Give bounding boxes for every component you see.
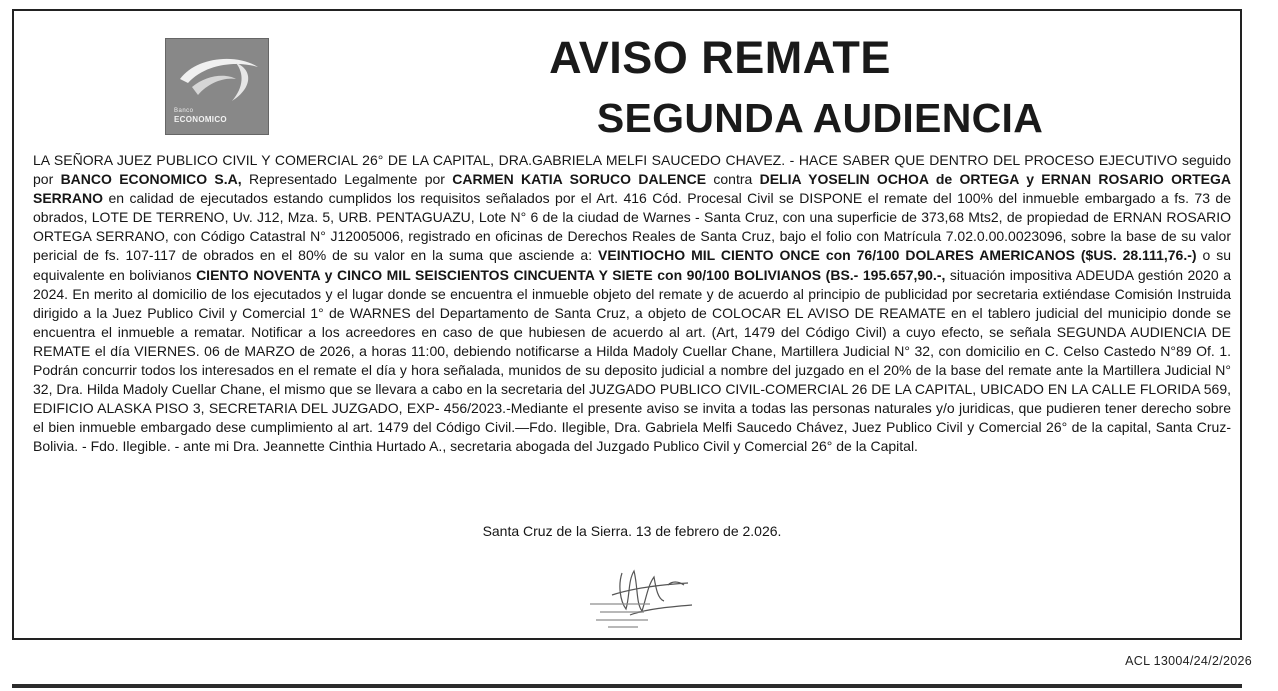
defendants-names: DELIA YOSELIN OCHOA de ORTEGA y ERNAN ROSARIO ORTEGA SERRANO bbox=[33, 171, 1231, 207]
body-text-5: o su equivalente en bolivianos bbox=[33, 247, 1232, 283]
notice-title: AVISO REMATE bbox=[549, 32, 891, 83]
amount-usd: VEINTIOCHO MIL CIENTO ONCE con 76/100 DOLARES AMERICANOS ($US. 28.111,76.-) bbox=[598, 247, 1197, 264]
bank-logo bbox=[165, 38, 269, 135]
logo-text-economico: ECONOMICO bbox=[174, 115, 227, 124]
notice-subtitle: SEGUNDA AUDIENCIA bbox=[596, 95, 1044, 141]
body-text-4: en calidad de ejecutados estando cumplidos los requisitos señalados por el Art. 416 Cód. Procesal Civil se DISPONE el remate del 100% del inmueble embargado a fs. 73 de obrados, LOTE DE TERRENO, Uv. J12, Mza. 5, URB. PENTAGUAZU, Lote N° 6 de la ciudad de Warnes - Santa Cruz, con una superficie de 373,68 Mts2, de propiedad de ERNAN ROSARIO ORTEGA SERRANO, con Código Catastral N° J12005006, registrado en oficinas de Derechos Reales de Santa Cruz, bajo el folio con Matrícula 7.02.0.00.0023096, sobre la base de su valor pericial de fs. 107-117 de obrados en el 80% de su valor en la suma que asciende a: bbox=[33, 190, 1231, 264]
notice-body bbox=[33, 151, 1231, 457]
dateline: Santa Cruz de la Sierra. 13 de febrero de 2.026. bbox=[482, 523, 782, 539]
amount-bs: CIENTO NOVENTA y CINCO MIL SEISCIENTOS CINCUENTA Y SIETE con 90/100 BOLIVIANOS (BS.- 195.657,90.-, bbox=[196, 266, 946, 283]
logo-text-banco: Banco bbox=[174, 108, 194, 114]
body-text-2: Representado Legalmente por bbox=[241, 171, 453, 188]
signature-stamp bbox=[560, 555, 710, 640]
plaintiff-name: BANCO ECONOMICO S.A, bbox=[60, 171, 242, 188]
body-text-6: situación impositiva ADEUDA gestión 2020 a 2024. En merito al domicilio de los ejecutados y el lugar donde se encuentra el inmueble objeto del remate y de acuerdo al principio de publicidad por secretaria extiéndase Comisión Instruida dirigido a la Juez Publico Civil y Comercial 1° de WARNES del Departamento de Santa Cruz, a objeto de COLOCAR EL AVISO DE REAMATE en el tablero judicial del municipio donde se encuentra el inmueble a rematar. Notificar a los acreedores en caso de que hubiesen de acuerdo al art. (Art, 1479 del Código Civil) a cuyo efecto, se señala SEGUNDA AUDIENCIA DE REMATE el día VIERNES. 06 de MARZO de 2026, a horas 11:00, debiendo notificarse a Hilda Madoly Cuellar Chane, Martillera Judicial N° 32, con domicilio en C. Celso Castedo N°89 Of. 1. Podrán concurrir todos los interesados en el remate el día y hora señalada, munidos de su deposito judicial a nombre del juzgado en el 20% de la base del remate ante la Martillera Judicial N° 32, Dra. Hilda Madoly Cuellar Chane, el mismo que se llevara a cabo en la secretaria del JUZGADO PUBLICO CIVIL-COMERCIAL 26 DE LA CAPITAL, UBICADO EN LA CALLE FLORIDA 569, EDIFICIO ALASKA PISO 3, SECRETARIA DEL JUZGADO, EXP- 456/2023.-Mediante el presente aviso se invita a todas las personas naturales y/o juridicas, que pudieren tener derecho sobre el bien inmueble embargado dese cumplimiento al art. 1479 del Código Civil.—Fdo. Ilegible, Dra. Gabriela Melfi Saucedo Chávez, Juez Publico Civil y Comercial 26° de la capital, Santa Cruz-Bolivia. - Fdo. Ilegible. - ante mi Dra. Jeannette Cinthia Hurtado A., secretaria abogada del Juzgado Publico Civil y Comercial 26° de la Capital. bbox=[33, 266, 1231, 455]
body-text-1: LA SEÑORA JUEZ PUBLICO CIVIL Y COMERCIAL 26° DE LA CAPITAL, DRA.GABRIELA MELFI SAUCEDO CHAVEZ. - HACE SABER QUE DENTRO DEL PROCESO EJECUTIVO seguido por bbox=[33, 152, 1231, 188]
body-text-3: contra bbox=[706, 171, 760, 188]
bottom-divider bbox=[12, 684, 1242, 688]
publication-code: ACL 13004/24/2/2026 bbox=[1125, 654, 1252, 668]
legal-representative: CARMEN KATIA SORUCO DALENCE bbox=[452, 171, 707, 188]
